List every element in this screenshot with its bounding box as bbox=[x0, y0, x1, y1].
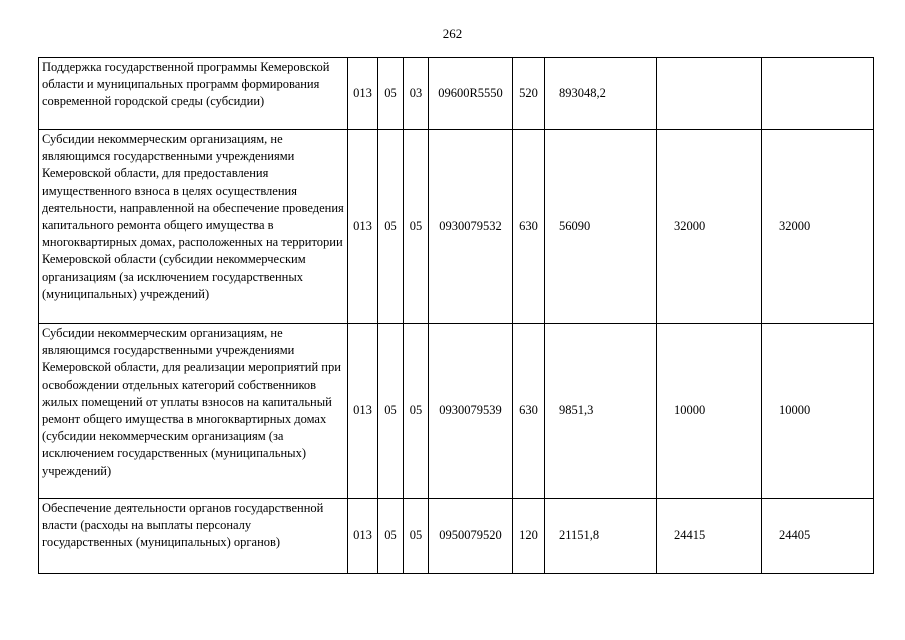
ministry-code: 013 bbox=[348, 58, 378, 130]
table-row bbox=[39, 324, 874, 499]
ministry-code: 013 bbox=[348, 499, 378, 574]
subsection-code: 05 bbox=[404, 130, 429, 324]
target-article-code: 09600R5550 bbox=[429, 58, 513, 130]
amount-year-1: 893048,2 bbox=[545, 58, 657, 130]
amount-year-3: 32000 bbox=[762, 130, 874, 324]
section-code: 05 bbox=[378, 499, 404, 574]
ministry-code: 013 bbox=[348, 324, 378, 499]
amount-year-2: 24415 bbox=[657, 499, 762, 574]
subsection-code: 05 bbox=[404, 499, 429, 574]
ministry-code: 013 bbox=[348, 130, 378, 324]
table-row bbox=[39, 58, 874, 130]
amount-year-3: 24405 bbox=[762, 499, 874, 574]
expense-type-code: 120 bbox=[513, 499, 545, 574]
budget-table bbox=[38, 57, 874, 574]
expense-type-code: 630 bbox=[513, 130, 545, 324]
subsection-code: 05 bbox=[404, 324, 429, 499]
amount-year-1: 21151,8 bbox=[545, 499, 657, 574]
row-description: Поддержка государственной программы Кемеровской области и муниципальных программ формирования современной городской среды (субсидии) bbox=[39, 58, 348, 130]
amount-year-1: 56090 bbox=[545, 130, 657, 324]
expense-type-code: 520 bbox=[513, 58, 545, 130]
row-description: Обеспечение деятельности органов государственной власти (расходы на выплаты персоналу государственных (муниципальных) органов) bbox=[39, 499, 348, 574]
table-row bbox=[39, 499, 874, 574]
page-number: 262 bbox=[442, 26, 463, 41]
target-article-code: 0930079532 bbox=[429, 130, 513, 324]
amount-year-1: 9851,3 bbox=[545, 324, 657, 499]
subsection-code: 03 bbox=[404, 58, 429, 130]
amount-year-2: 10000 bbox=[657, 324, 762, 499]
row-description: Субсидии некоммерческим организациям, не являющимся государственными учреждениями Кемеровской области, для реализации мероприятий при освобождении отдельных категорий собственников жилых помещений от уплаты взносов на капитальный ремонт общего имущества в многоквартирных домах (субсидии некоммерческим организациям (за исключением государственных (муниципальных) учреждений) bbox=[39, 324, 348, 499]
amount-year-2 bbox=[657, 58, 762, 130]
section-code: 05 bbox=[378, 130, 404, 324]
amount-year-3 bbox=[762, 58, 874, 130]
section-code: 05 bbox=[378, 324, 404, 499]
amount-year-3: 10000 bbox=[762, 324, 874, 499]
row-description: Субсидии некоммерческим организациям, не являющимся государственными учреждениями Кемеровской области, для предоставления имущественного взноса в целях осуществления деятельности, направленной на обеспечение проведения капитального ремонта общего имущества в многоквартирных домах, расположенных на территории Кемеровской области (субсидии некоммерческим организациям (за исключением государственных (муниципальных) учреждений) bbox=[39, 130, 348, 324]
target-article-code: 0950079520 bbox=[429, 499, 513, 574]
expense-type-code: 630 bbox=[513, 324, 545, 499]
target-article-code: 0930079539 bbox=[429, 324, 513, 499]
table-row bbox=[39, 130, 874, 324]
section-code: 05 bbox=[378, 58, 404, 130]
amount-year-2: 32000 bbox=[657, 130, 762, 324]
